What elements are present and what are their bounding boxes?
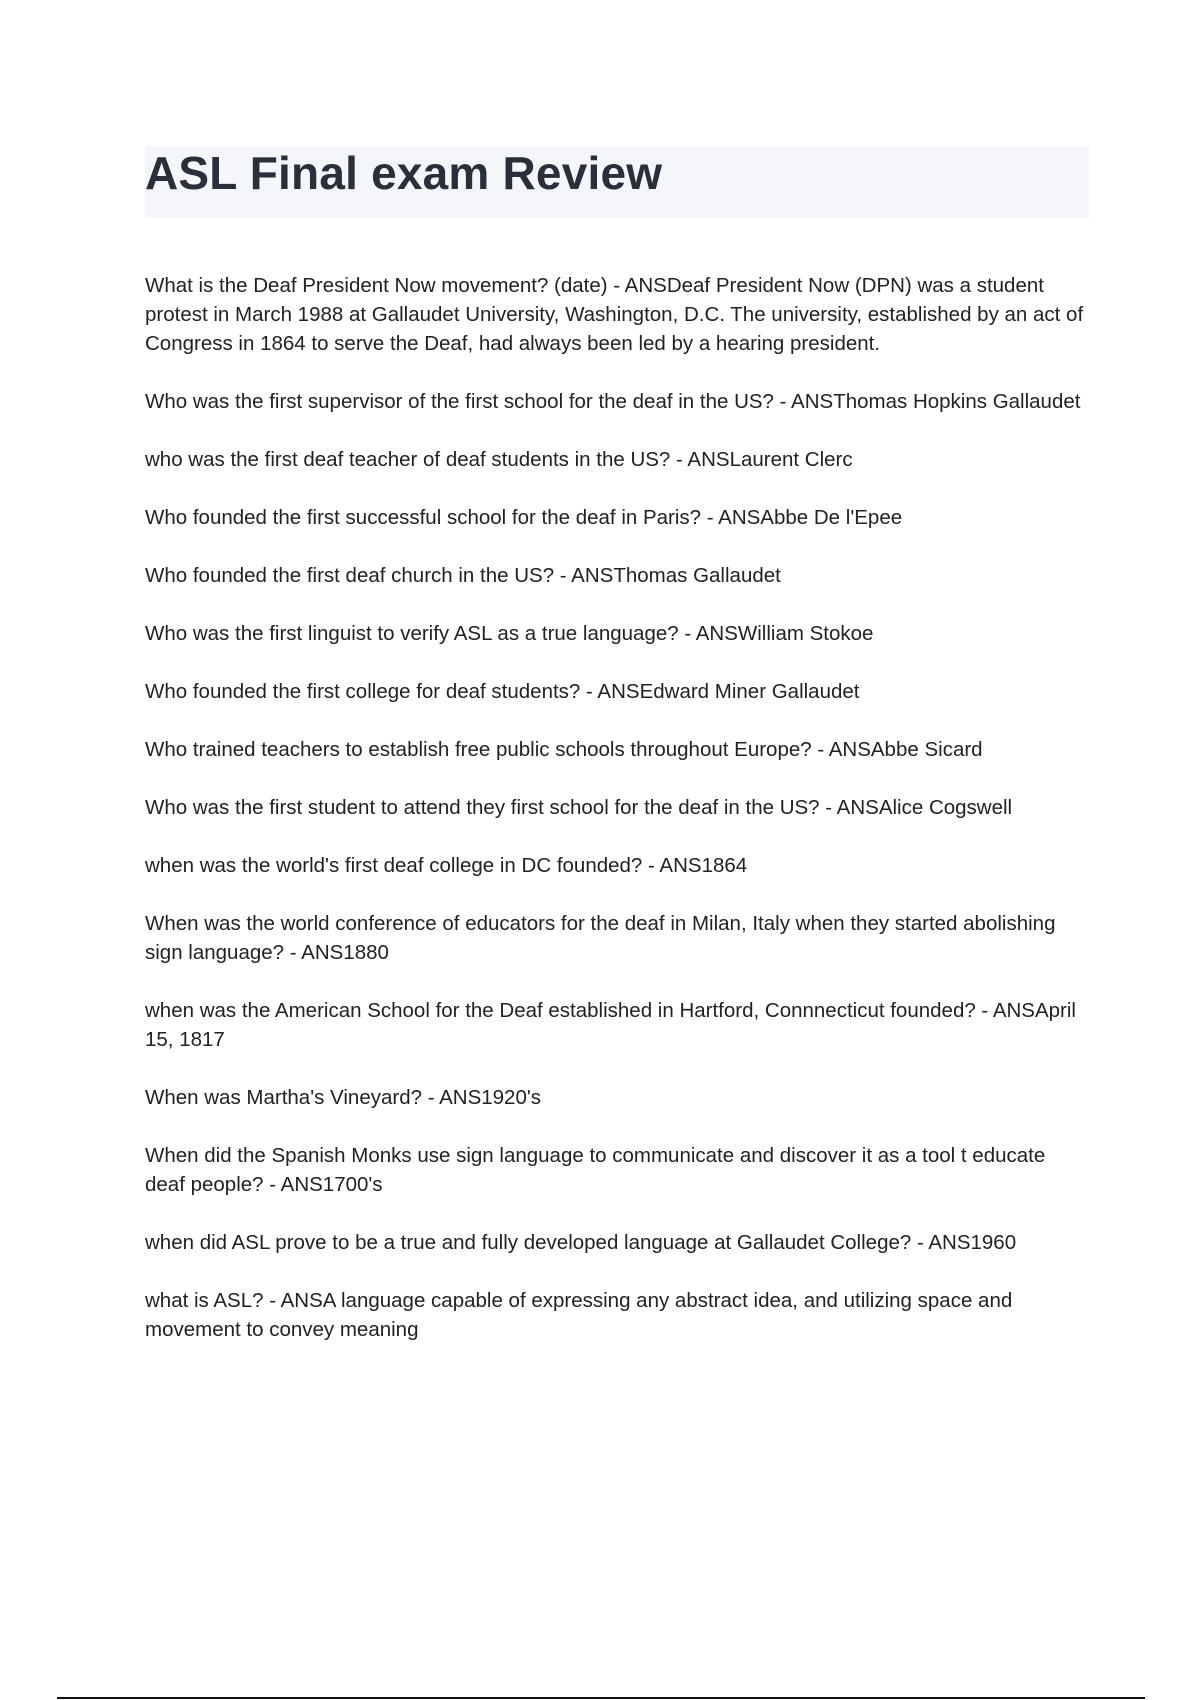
qa-item: What is the Deaf President Now movement? (date) - ANSDeaf President Now (DPN) was a student protest in March 1988 at Gallaudet University, Washington, D.C. The university, established by an act of Congress in 1864 to serve the Deaf, had always been led by a hearing president. — [145, 274, 1084, 355]
qa-item: when was the American School for the Deaf established in Hartford, Connnecticut founded? - ANSApril 15, 1817 — [145, 999, 1076, 1051]
qa-item: what is ASL? - ANSA language capable of expressing any abstract idea, and utilizing space and movement to convey meaning — [145, 1289, 1013, 1341]
qa-item: when was the world's first deaf college in DC founded? - ANS1864 — [145, 854, 748, 877]
qa-item: Who was the first student to attend they first school for the deaf in the US? - ANSAlice Cogswell — [145, 796, 1013, 819]
footer-rule — [57, 1697, 1145, 1699]
qa-item: Who trained teachers to establish free public schools throughout Europe? - ANSAbbe Sicard — [145, 738, 983, 761]
qa-item: Who founded the first deaf church in the US? - ANSThomas Gallaudet — [145, 564, 781, 587]
qa-item: when did ASL prove to be a true and fully developed language at Gallaudet College? - ANS1960 — [145, 1231, 1017, 1254]
document-title: ASL Final exam Review — [145, 147, 663, 199]
qa-item: Who founded the first college for deaf students? - ANSEdward Miner Gallaudet — [145, 680, 860, 703]
qa-list — [145, 271, 1090, 1373]
qa-item: When was Martha's Vineyard? - ANS1920's — [145, 1086, 542, 1109]
qa-item: who was the first deaf teacher of deaf students in the US? - ANSLaurent Clerc — [145, 448, 853, 471]
qa-item: Who was the first linguist to verify ASL as a true language? - ANSWilliam Stokoe — [145, 622, 874, 645]
qa-item: Who was the first supervisor of the first school for the deaf in the US? - ANSThomas Hopkins Gallaudet — [145, 390, 1081, 413]
qa-item: Who founded the first successful school for the deaf in Paris? - ANSAbbe De l'Epee — [145, 506, 903, 529]
qa-item: When did the Spanish Monks use sign language to communicate and discover it as a tool t educate deaf people? - ANS1700's — [145, 1144, 1046, 1196]
qa-item: When was the world conference of educators for the deaf in Milan, Italy when they started abolishing sign language? - ANS1880 — [145, 912, 1056, 964]
